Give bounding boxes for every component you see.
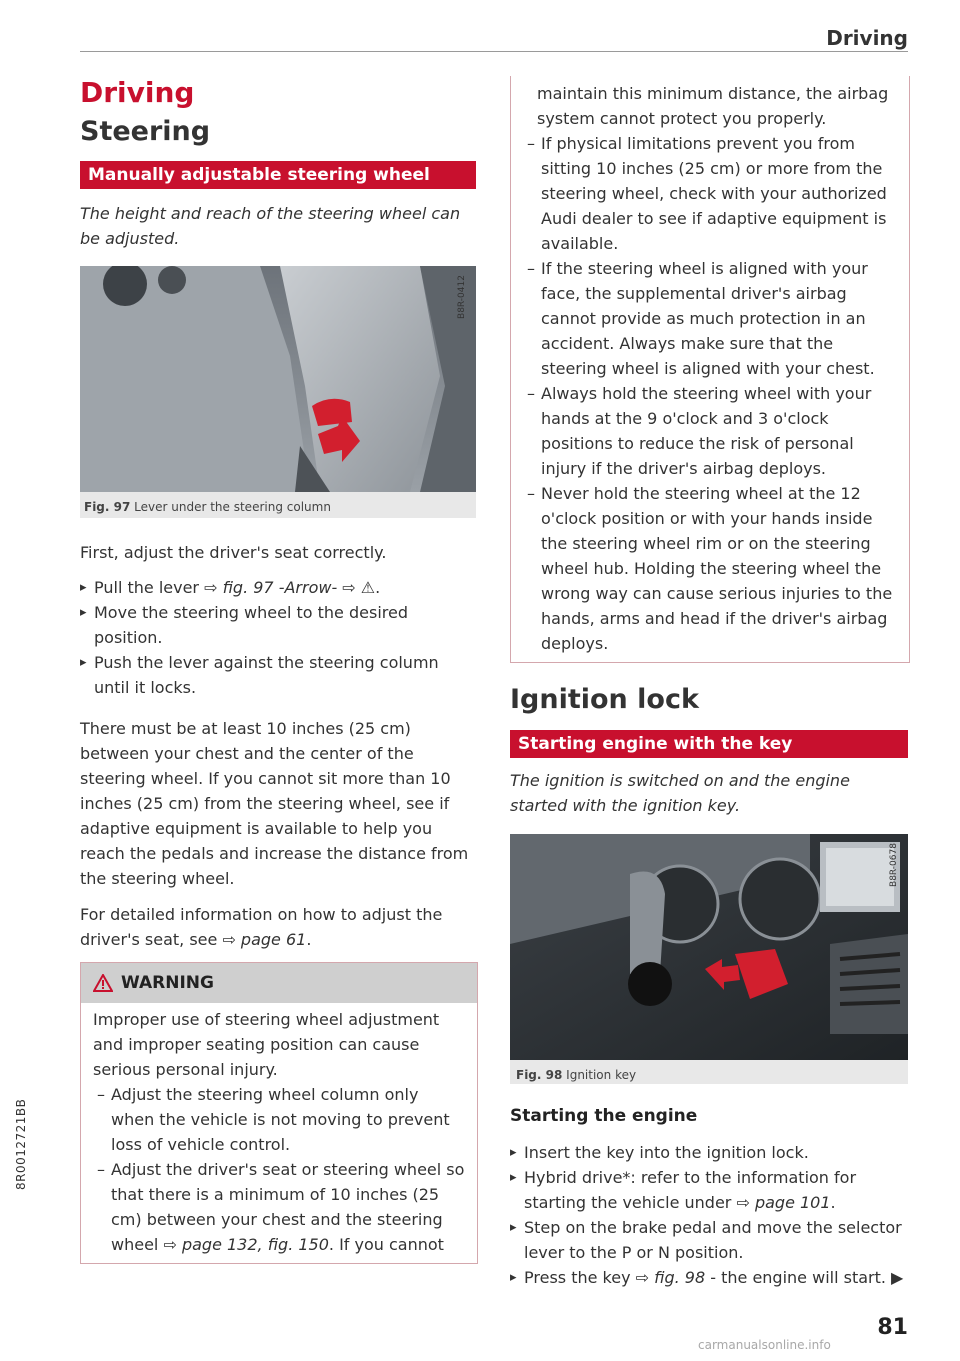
warning-header [81, 963, 477, 1003]
header-rule [80, 51, 908, 52]
figure-98 [510, 834, 908, 1084]
ignition-steps [510, 1140, 908, 1290]
figure-98-caption [516, 1067, 636, 1083]
ignition-key-illustration [510, 834, 908, 1060]
figure-98-code: B8R-0678 [888, 843, 899, 887]
running-header: Driving [826, 26, 908, 50]
warning-cont-lead: maintain this minimum distance, the airbag system cannot protect you properly. [537, 84, 889, 128]
figure-97-number: Fig. 97 [84, 500, 131, 514]
figure-97-code: B8R-0412 [456, 275, 467, 319]
warning-intro: Improper use of steering wheel adjustment and improper seating position can cause serious personal injury. [93, 1010, 440, 1079]
warning-cont-item-3: – Always hold the steering wheel with your hands at the 9 o'clock and 3 o'clock positions to reduce the risk of personal injury if the driver's airbag deploys. [523, 381, 897, 481]
document-code: 8R0012721BB [14, 1098, 28, 1190]
subsection-bar-steering-wheel: Manually adjustable steering wheel [80, 161, 476, 189]
ignition-step-4: ▸ Press the key ⇨ fig. 98 - the engine will start. ▶ [510, 1265, 908, 1290]
warning-cont-item-4: – Never hold the steering wheel at the 12 o'clock position or with your hands inside the steering wheel rim or on the steering wheel hub. Holding the steering wheel the wrong way can cause serious injuries to the hands, arms and head if the driver's airbag deploys. [523, 481, 897, 656]
intro-ignition: The ignition is switched on and the engine started with the ignition key. [510, 771, 850, 815]
ignition-step-3: ▸ Step on the brake pedal and move the selector lever to the P or N position. [510, 1215, 908, 1265]
figure-98-number: Fig. 98 [516, 1068, 563, 1082]
warning-box [80, 962, 478, 1264]
warning-item-2: – Adjust the driver's seat or steering wheel so that there is a minimum of 10 inches (25 cm) between your chest and the steering wheel ⇨ page 132, fig. 150. If you cannot [93, 1157, 465, 1257]
figure-97 [80, 266, 476, 518]
intro-steering: The height and reach of the steering wheel can be adjusted. [80, 204, 461, 248]
warning-cont-item-2: – If the steering wheel is aligned with your face, the supplemental driver's airbag cannot provide as much protection in an accident. Always make sure that the steering wheel is aligned with your chest. [523, 256, 897, 381]
section-title-steering: Steering [80, 116, 211, 147]
subsection-bar-ignition: Starting engine with the key [510, 730, 908, 758]
warning-item-1: – Adjust the steering wheel column only when the vehicle is not moving to prevent loss of vehicle control. [93, 1082, 465, 1157]
first-instruction: First, adjust the driver's seat correctly. [80, 543, 387, 562]
section-title-ignition: Ignition lock [510, 684, 699, 715]
warning-title: WARNING [121, 973, 214, 993]
distance-paragraph: There must be at least 10 inches (25 cm) between your chest and the center of the steering wheel. If you cannot sit more than 10 inches (25 cm) from the steering wheel, see if adaptive equipment is available to help you reach the pedals and increase the distance from the steering wheel. [80, 719, 469, 888]
subhead-starting-engine: Starting the engine [510, 1106, 698, 1126]
figure-97-caption [84, 499, 331, 515]
figure-97-text: Lever under the steering column [134, 500, 331, 514]
page-61-ref-link[interactable]: ⇨ page 61 [222, 930, 307, 949]
steering-lever-illustration [80, 266, 476, 492]
seat-ref-paragraph: For detailed information on how to adjust the driver's seat, see ⇨ page 61. [80, 905, 443, 949]
chapter-title: Driving [80, 76, 195, 109]
warning-triangle-icon [93, 974, 113, 992]
steering-steps [80, 575, 470, 700]
warning-box-continued [510, 76, 910, 663]
watermark: carmanualsonline.info [698, 1338, 831, 1352]
page-number: 81 [877, 1315, 908, 1340]
page-101-ref-link[interactable]: ⇨ page 101 [736, 1193, 831, 1212]
step-3: ▸ Push the lever against the steering column until it locks. [80, 650, 470, 700]
warning-cont-item-1: – If physical limitations prevent you from sitting 10 inches (25 cm) or more from the steering wheel, check with your authorized Audi dealer to see if adaptive equipment is available. [523, 131, 897, 256]
figure-98-text: Ignition key [566, 1068, 637, 1082]
ignition-step-1: ▸ Insert the key into the ignition lock. [510, 1140, 908, 1165]
page-132-ref-link[interactable]: ⇨ page 132, fig. 150 [163, 1235, 329, 1254]
ignition-step-2: ▸ Hybrid drive*: refer to the information for starting the vehicle under ⇨ page 101. [510, 1165, 908, 1215]
fig-98-ref-link[interactable]: ⇨ fig. 98 [635, 1268, 706, 1287]
step-1: ▸ Pull the lever ⇨ fig. 97 -Arrow- ⇨ ⚠. [80, 575, 470, 600]
fig-97-ref-link[interactable]: ⇨ fig. 97 -Arrow- [204, 578, 338, 597]
step-2: ▸ Move the steering wheel to the desired position. [80, 600, 470, 650]
